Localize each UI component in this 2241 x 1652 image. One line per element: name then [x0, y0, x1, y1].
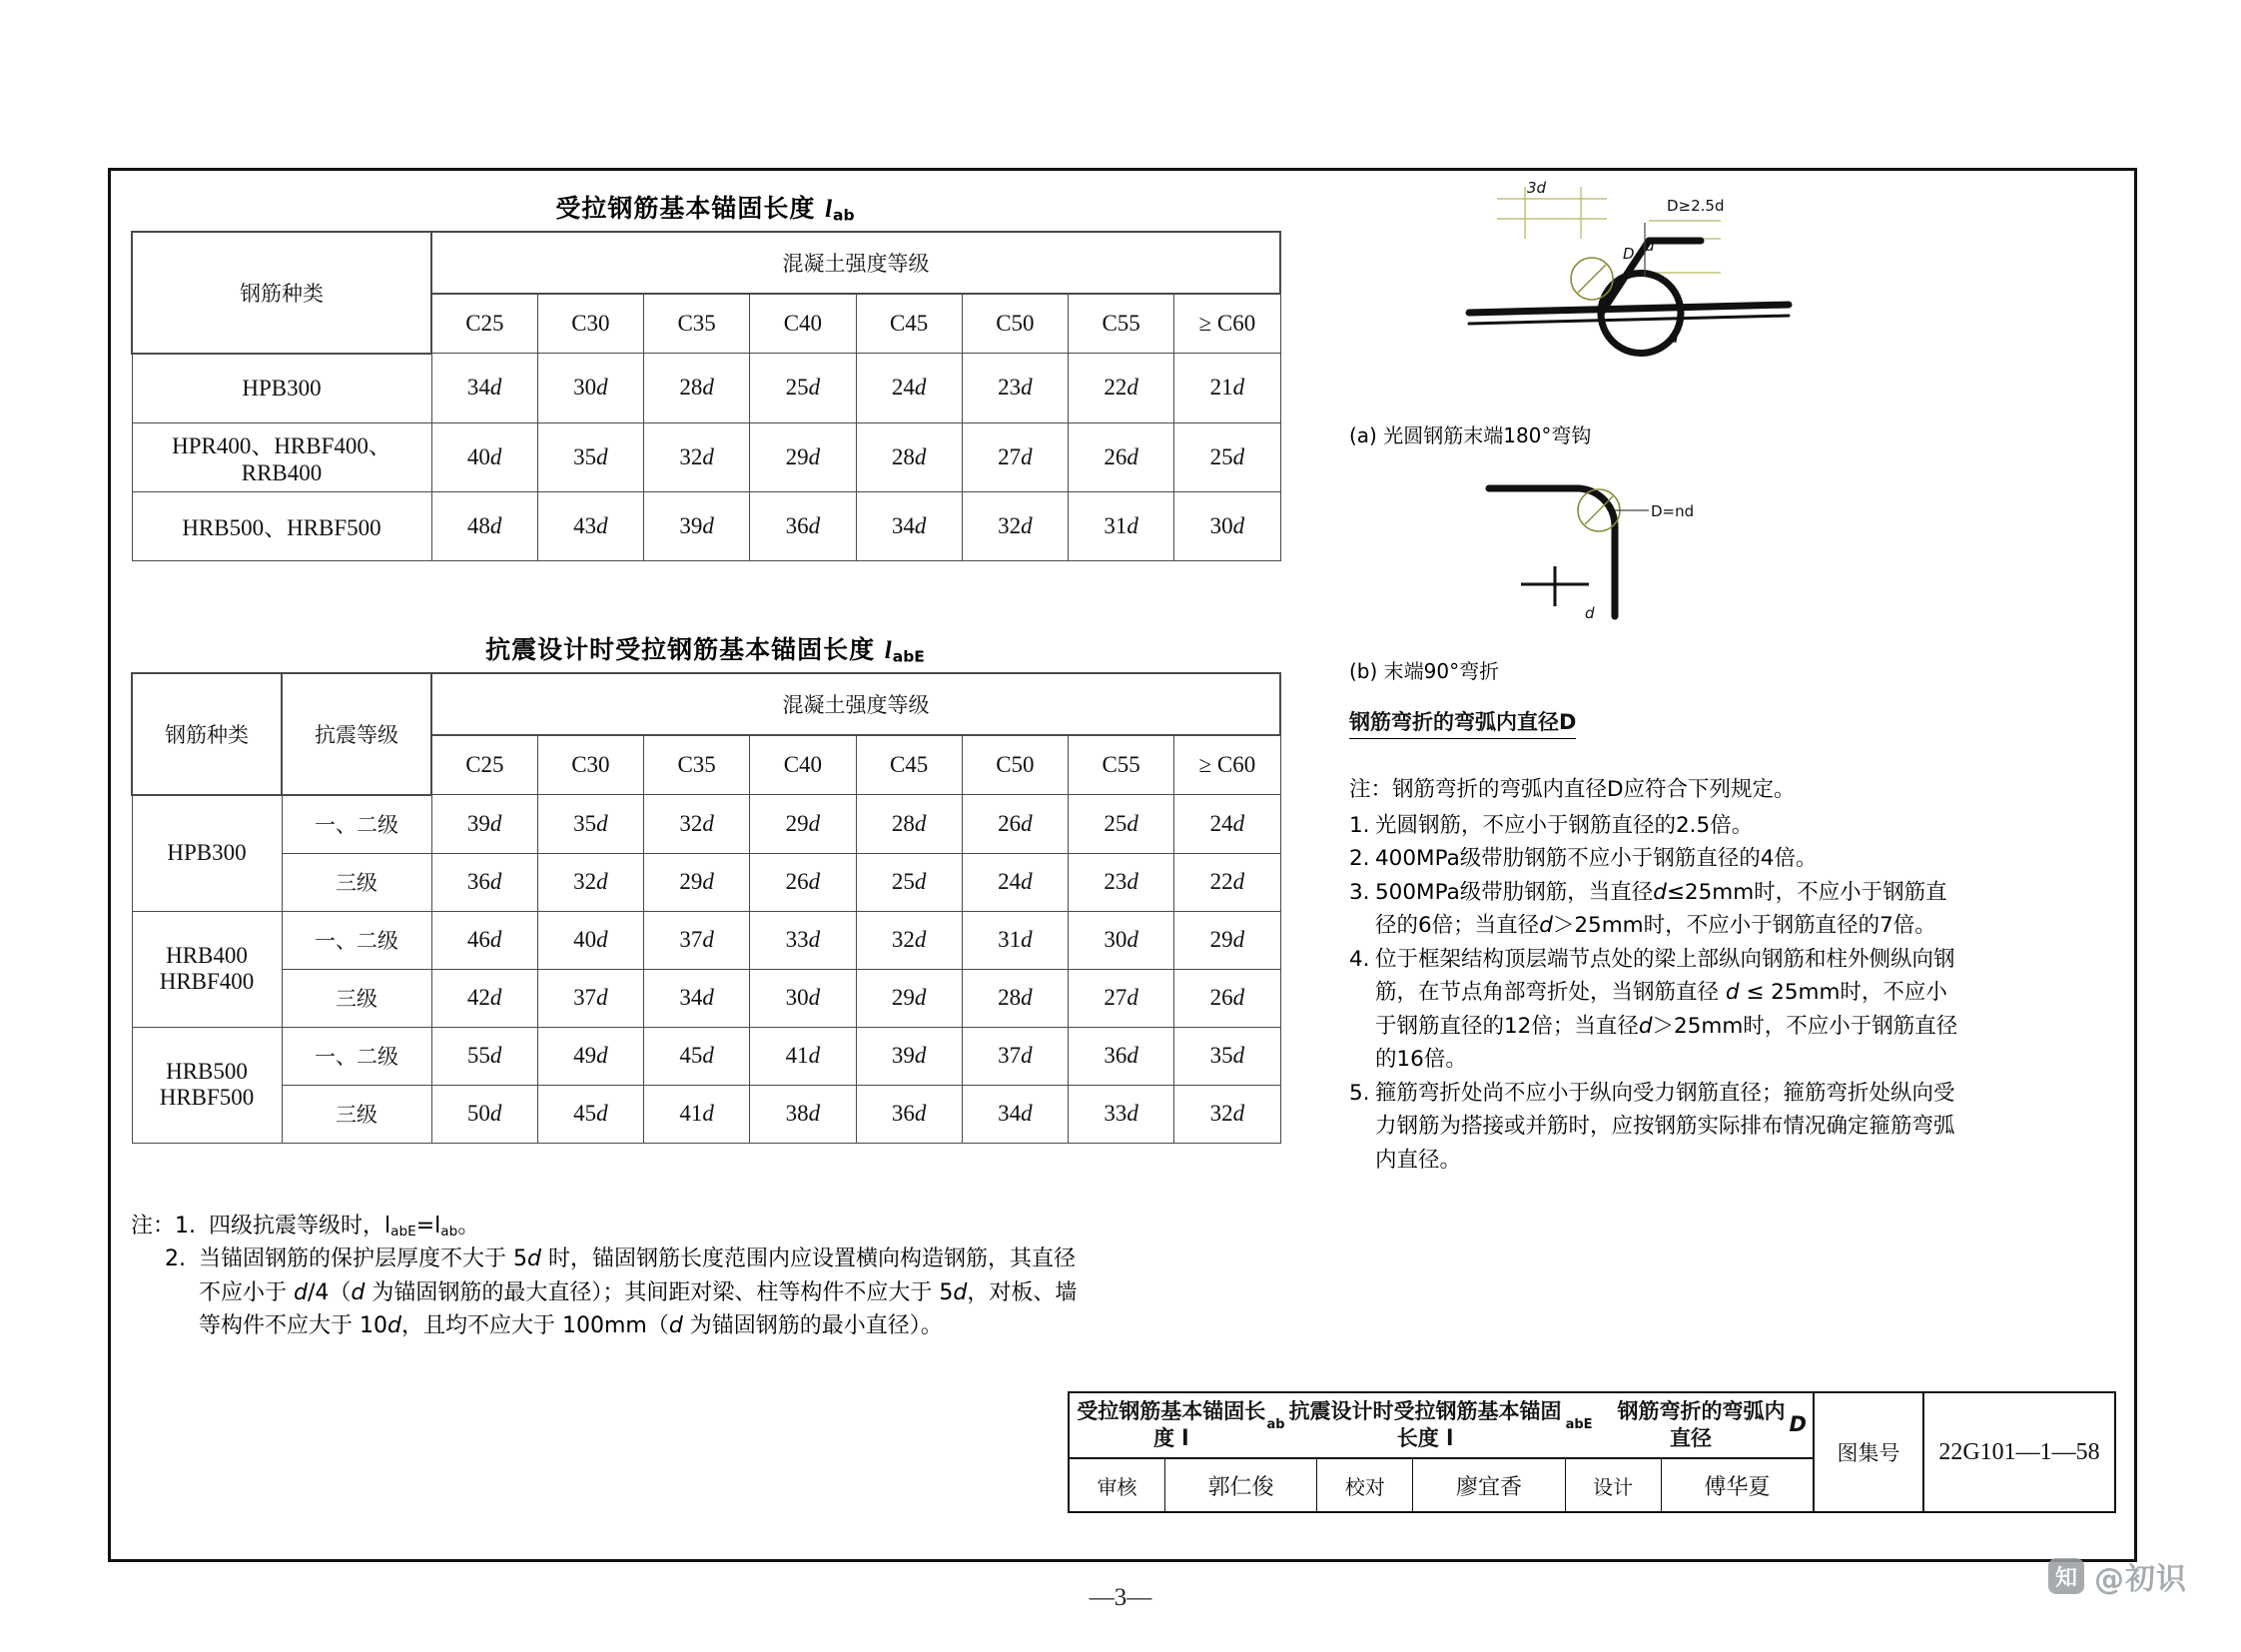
table2-group-0-row-0-val-5: 26d — [962, 795, 1068, 854]
table1-row-1-val-2: 32d — [644, 422, 750, 491]
table2-grade-header-6: C55 — [1069, 735, 1174, 795]
table2-group-2-row-0-val-6: 36d — [1069, 1027, 1174, 1085]
table2-group-0-row-0-val-3: 29d — [750, 795, 856, 854]
table1-row-0-val-2: 28d — [644, 354, 750, 423]
table2-group-1-row-1-level: 三级 — [282, 969, 431, 1027]
table1-grade-header-2: C35 — [644, 294, 750, 354]
table1-row-0-val-6: 22d — [1069, 354, 1174, 423]
table1-grade-header-3: C40 — [750, 294, 856, 354]
title-block — [1068, 1391, 2116, 1513]
figure-b-caption: (b) 末端90°弯折 — [1349, 659, 1500, 683]
left-note-2-text: 当锚固钢筋的保护层厚度不大于 5d 时，锚固钢筋长度范围内应设置横向构造钢筋，其直径不应小于 d/4（d 为锚固钢筋的最大直径）；其间距对梁、柱等构件不应大于 5d，对板、墙等构件不应大于 10d，且均不应大于 100mm（d 为锚固钢筋的最小直径）。 — [199, 1246, 1078, 1339]
table1-row-1-kind: HPR400、HRBF400、 RRB400 — [132, 422, 431, 491]
drawing-sheet — [108, 168, 2137, 1562]
table2-kind-header: 钢筋种类 — [132, 673, 282, 795]
table1-grade-header-1: C30 — [537, 294, 643, 354]
table2-group-1-row-1-val-0: 42d — [431, 969, 537, 1027]
table2-group-0-row-1-val-6: 23d — [1069, 853, 1174, 911]
table2-group-1-row-1-val-6: 27d — [1069, 969, 1174, 1027]
table2-group-2-kind: HRB500 HRBF500 — [132, 1027, 282, 1143]
table1-title-symbol: l — [825, 196, 834, 223]
figure-180-hook — [1349, 181, 1958, 448]
table2-grade-group-header: 混凝土强度等级 — [431, 673, 1280, 735]
table1-row-2-val-0: 48d — [431, 491, 537, 560]
table2-group-1-row-0-val-4: 32d — [856, 911, 962, 969]
figure-90-bend — [1349, 466, 1958, 684]
table1-grade-header-7: ≥ C60 — [1174, 294, 1280, 354]
table2-group-0-row-1-level: 三级 — [282, 853, 431, 911]
watermark — [2048, 1554, 2187, 1598]
figure-a-caption: (a) 光圆钢筋末端180°弯钩 — [1349, 423, 1592, 447]
table2-group-2-row-1-level: 三级 — [282, 1085, 431, 1143]
table1-row-0-val-4: 24d — [856, 354, 962, 423]
design-label: 设计 — [1566, 1459, 1662, 1511]
table2-grade-header-7: ≥ C60 — [1174, 735, 1280, 795]
table1-title — [131, 189, 1279, 225]
table1-title-text: 受拉钢筋基本锚固长度 — [555, 194, 826, 223]
table-row — [132, 1027, 1280, 1085]
figure-180-hook-svg — [1349, 181, 1948, 411]
table2-group-1-row-0-val-2: 37d — [644, 911, 750, 969]
right-notes — [1349, 773, 1958, 1177]
right-notes-lead: 注：钢筋弯折的弯弧内直径D应符合下列规定。 — [1349, 777, 1796, 802]
label-d-b: d — [1585, 604, 1595, 622]
table1-grade-header-4: C45 — [856, 294, 962, 354]
label-D-vert: D — [1623, 245, 1635, 263]
table2-group-2-row-1-val-7: 32d — [1174, 1085, 1280, 1143]
left-note-1-text: 四级抗震等级时，$l_{abE}=l_{ab}$。 — [209, 1214, 480, 1239]
right-note-4: 4. 位于框架结构顶层端节点处的梁上部纵向钢筋和柱外侧纵向钢筋，在节点角部弯折处，当钢筋直径 d ≤ 25mm时，不应小于钢筋直径的12倍；当直径d＞25mm时，不应小于钢筋直径的16倍。 — [1349, 946, 1958, 1073]
table2-group-2-row-1-val-2: 41d — [644, 1085, 750, 1143]
table-row — [132, 853, 1280, 911]
left-notes-label: 注： — [131, 1214, 176, 1239]
table1-row-1-val-4: 28d — [856, 422, 962, 491]
table2-group-1-row-0-val-3: 33d — [750, 911, 856, 969]
table1-row-1-val-3: 29d — [750, 422, 856, 491]
table2-group-1-row-1-val-4: 29d — [856, 969, 962, 1027]
label-d-bottom: d — [1669, 329, 1679, 347]
table2-group-1-row-0-val-1: 40d — [537, 911, 643, 969]
table2-section — [131, 630, 1279, 1144]
table-row — [132, 422, 1280, 491]
table1-grade-header-0: C25 — [431, 294, 537, 354]
atlas-number: 22G101—1—58 — [1938, 1438, 2100, 1465]
table2-group-2-row-1-val-3: 38d — [750, 1085, 856, 1143]
right-note-2: 2. 400MPa级带肋钢筋不应小于钢筋直径的4倍。 — [1349, 846, 1818, 872]
table-row — [132, 911, 1280, 969]
table2-grade-header-2: C35 — [644, 735, 750, 795]
table-row — [132, 795, 1280, 854]
right-note-5: 5. 箍筋弯折处尚不应小于纵向受力钢筋直径；箍筋弯折处纵向受力钢筋为搭接或并筋时，应按钢筋实际排布情况确定箍筋弯弧内直径。 — [1349, 1080, 1955, 1173]
table2-group-0-row-1-val-7: 22d — [1174, 853, 1280, 911]
table2-group-0-row-0-val-0: 39d — [431, 795, 537, 854]
table2-group-2-row-1-val-4: 36d — [856, 1085, 962, 1143]
table2-group-2-row-0-val-1: 49d — [537, 1027, 643, 1085]
title-block-caption: 受拉钢筋基本锚固长度 l ab 抗震设计时受拉钢筋基本锚固长度 l abE 钢筋弯折的弯弧内直径 D — [1070, 1393, 1813, 1459]
basic-anchorage-length-table — [131, 231, 1281, 561]
atlas-label: 图集号 — [1815, 1393, 1924, 1511]
table2-group-1-row-1-val-7: 26d — [1174, 969, 1280, 1027]
table1-row-2-kind: HRB500、HRBF500 — [132, 491, 431, 560]
label-d-horiz: d — [1645, 237, 1655, 255]
table1-title-sub: ab — [833, 206, 855, 225]
right-column — [1349, 181, 1958, 1177]
table2-group-2-row-0-val-7: 35d — [1174, 1027, 1280, 1085]
table1-row-2-val-7: 30d — [1174, 491, 1280, 560]
table1-row-1-val-6: 26d — [1069, 422, 1174, 491]
table2-group-2-row-1-val-0: 50d — [431, 1085, 537, 1143]
label-D-ge-2.5d: D≥2.5d — [1667, 197, 1725, 215]
table1-row-2-val-5: 32d — [962, 491, 1068, 560]
right-note-1: 1. 光圆钢筋，不应小于钢筋直径的2.5倍。 — [1349, 812, 1754, 838]
table2-group-2-row-0-val-5: 37d — [962, 1027, 1068, 1085]
table2-grade-header-4: C45 — [856, 735, 962, 795]
right-note-3: 3. 500MPa级带肋钢筋，当直径d≤25mm时，不应小于钢筋直径的6倍；当直径d＞25mm时，不应小于钢筋直径的7倍。 — [1349, 879, 1947, 939]
table2-group-1-row-0-val-0: 46d — [431, 911, 537, 969]
table2-group-1-kind: HRB400 HRBF400 — [132, 911, 282, 1027]
table2-group-1-row-1-val-3: 30d — [750, 969, 856, 1027]
review-name: 郭仁俊 — [1165, 1459, 1317, 1511]
label-3d: 3d — [1527, 181, 1547, 197]
table2-group-2-row-1-val-6: 33d — [1069, 1085, 1174, 1143]
table2-level-header: 抗震等级 — [282, 673, 431, 795]
table2-grade-header-5: C50 — [962, 735, 1068, 795]
seismic-anchorage-length-table — [131, 672, 1281, 1144]
table1-row-0-val-1: 30d — [537, 354, 643, 423]
table1-row-0-val-7: 21d — [1174, 354, 1280, 423]
table1-row-2-val-2: 39d — [644, 491, 750, 560]
table1-section — [131, 189, 1279, 561]
table2-group-1-row-1-val-2: 34d — [644, 969, 750, 1027]
table1-row-0-val-3: 25d — [750, 354, 856, 423]
left-notes — [131, 1210, 1090, 1343]
table2-group-1-row-0-level: 一、二级 — [282, 911, 431, 969]
table2-group-0-row-0-val-1: 35d — [537, 795, 643, 854]
table2-group-2-row-0-val-0: 55d — [431, 1027, 537, 1085]
table1-grade-header-5: C50 — [962, 294, 1068, 354]
table1-row-0-val-5: 23d — [962, 354, 1068, 423]
table1-row-1-val-0: 40d — [431, 422, 537, 491]
table2-group-1-row-1-val-5: 28d — [962, 969, 1068, 1027]
table2-group-2-row-0-level: 一、二级 — [282, 1027, 431, 1085]
page-number: —3— — [1089, 1584, 1152, 1611]
watermark-logo: 知 — [2048, 1558, 2084, 1594]
review-label: 审核 — [1070, 1459, 1165, 1511]
table2-group-0-row-1-val-4: 25d — [856, 853, 962, 911]
table2-title-symbol: l — [884, 637, 893, 664]
table2-group-1-row-0-val-5: 31d — [962, 911, 1068, 969]
check-label: 校对 — [1317, 1459, 1413, 1511]
table1-row-2-val-1: 43d — [537, 491, 643, 560]
table2-group-0-row-0-val-7: 24d — [1174, 795, 1280, 854]
table1-row-1-val-7: 25d — [1174, 422, 1280, 491]
watermark-text: @初识 — [2094, 1562, 2187, 1597]
table2-grade-header-0: C25 — [431, 735, 537, 795]
table2-group-2-row-1-val-5: 34d — [962, 1085, 1068, 1143]
table2-group-2-row-0-val-3: 41d — [750, 1027, 856, 1085]
table2-grade-header-1: C30 — [537, 735, 643, 795]
table1-row-1-val-1: 35d — [537, 422, 643, 491]
left-note-1-num: 1. — [175, 1214, 197, 1239]
table2-title — [131, 630, 1279, 666]
table2-grade-header-3: C40 — [750, 735, 856, 795]
table2-group-0-row-1-val-1: 32d — [537, 853, 643, 911]
label-D-eq-nd: D=nd — [1651, 502, 1695, 520]
bend-diameter-caption: 钢筋弯折的弯弧内直径D — [1349, 706, 1576, 739]
table2-group-1-row-0-val-6: 30d — [1069, 911, 1174, 969]
table2-group-2-row-1-val-1: 45d — [537, 1085, 643, 1143]
table2-group-0-row-0-val-2: 32d — [644, 795, 750, 854]
table1-kind-header: 钢筋种类 — [132, 232, 431, 354]
table2-group-0-row-1-val-5: 24d — [962, 853, 1068, 911]
table1-row-2-val-6: 31d — [1069, 491, 1174, 560]
table1-grade-header-6: C55 — [1069, 294, 1174, 354]
table1-row-1-val-5: 27d — [962, 422, 1068, 491]
table2-group-1-row-1-val-1: 37d — [537, 969, 643, 1027]
figure-90-bend-svg — [1349, 466, 1948, 646]
table-row — [132, 1085, 1280, 1143]
table2-group-0-row-1-val-0: 36d — [431, 853, 537, 911]
table2-group-2-row-0-val-2: 45d — [644, 1027, 750, 1085]
table2-group-0-row-1-val-2: 29d — [644, 853, 750, 911]
table1-grade-group-header: 混凝土强度等级 — [431, 232, 1280, 294]
table2-group-2-row-0-val-4: 39d — [856, 1027, 962, 1085]
table2-group-0-row-0-val-4: 28d — [856, 795, 962, 854]
left-note-2-num: 2. — [165, 1246, 186, 1272]
table1-row-2-val-4: 34d — [856, 491, 962, 560]
table2-group-1-row-0-val-7: 29d — [1174, 911, 1280, 969]
table1-row-0-val-0: 34d — [431, 354, 537, 423]
table1-row-2-val-3: 36d — [750, 491, 856, 560]
table-row — [132, 354, 1280, 423]
table-row — [132, 969, 1280, 1027]
table2-group-0-row-0-val-6: 25d — [1069, 795, 1174, 854]
table1-row-0-kind: HPB300 — [132, 354, 431, 423]
table2-group-0-row-0-level: 一、二级 — [282, 795, 431, 854]
table2-title-sub: abE — [892, 647, 925, 666]
table2-group-0-kind: HPB300 — [132, 795, 282, 912]
check-name: 廖宜香 — [1413, 1459, 1565, 1511]
table2-title-text: 抗震设计时受拉钢筋基本锚固长度 — [485, 635, 885, 664]
table-row — [132, 491, 1280, 560]
design-name: 傅华夏 — [1704, 1474, 1771, 1500]
table2-group-0-row-1-val-3: 26d — [750, 853, 856, 911]
